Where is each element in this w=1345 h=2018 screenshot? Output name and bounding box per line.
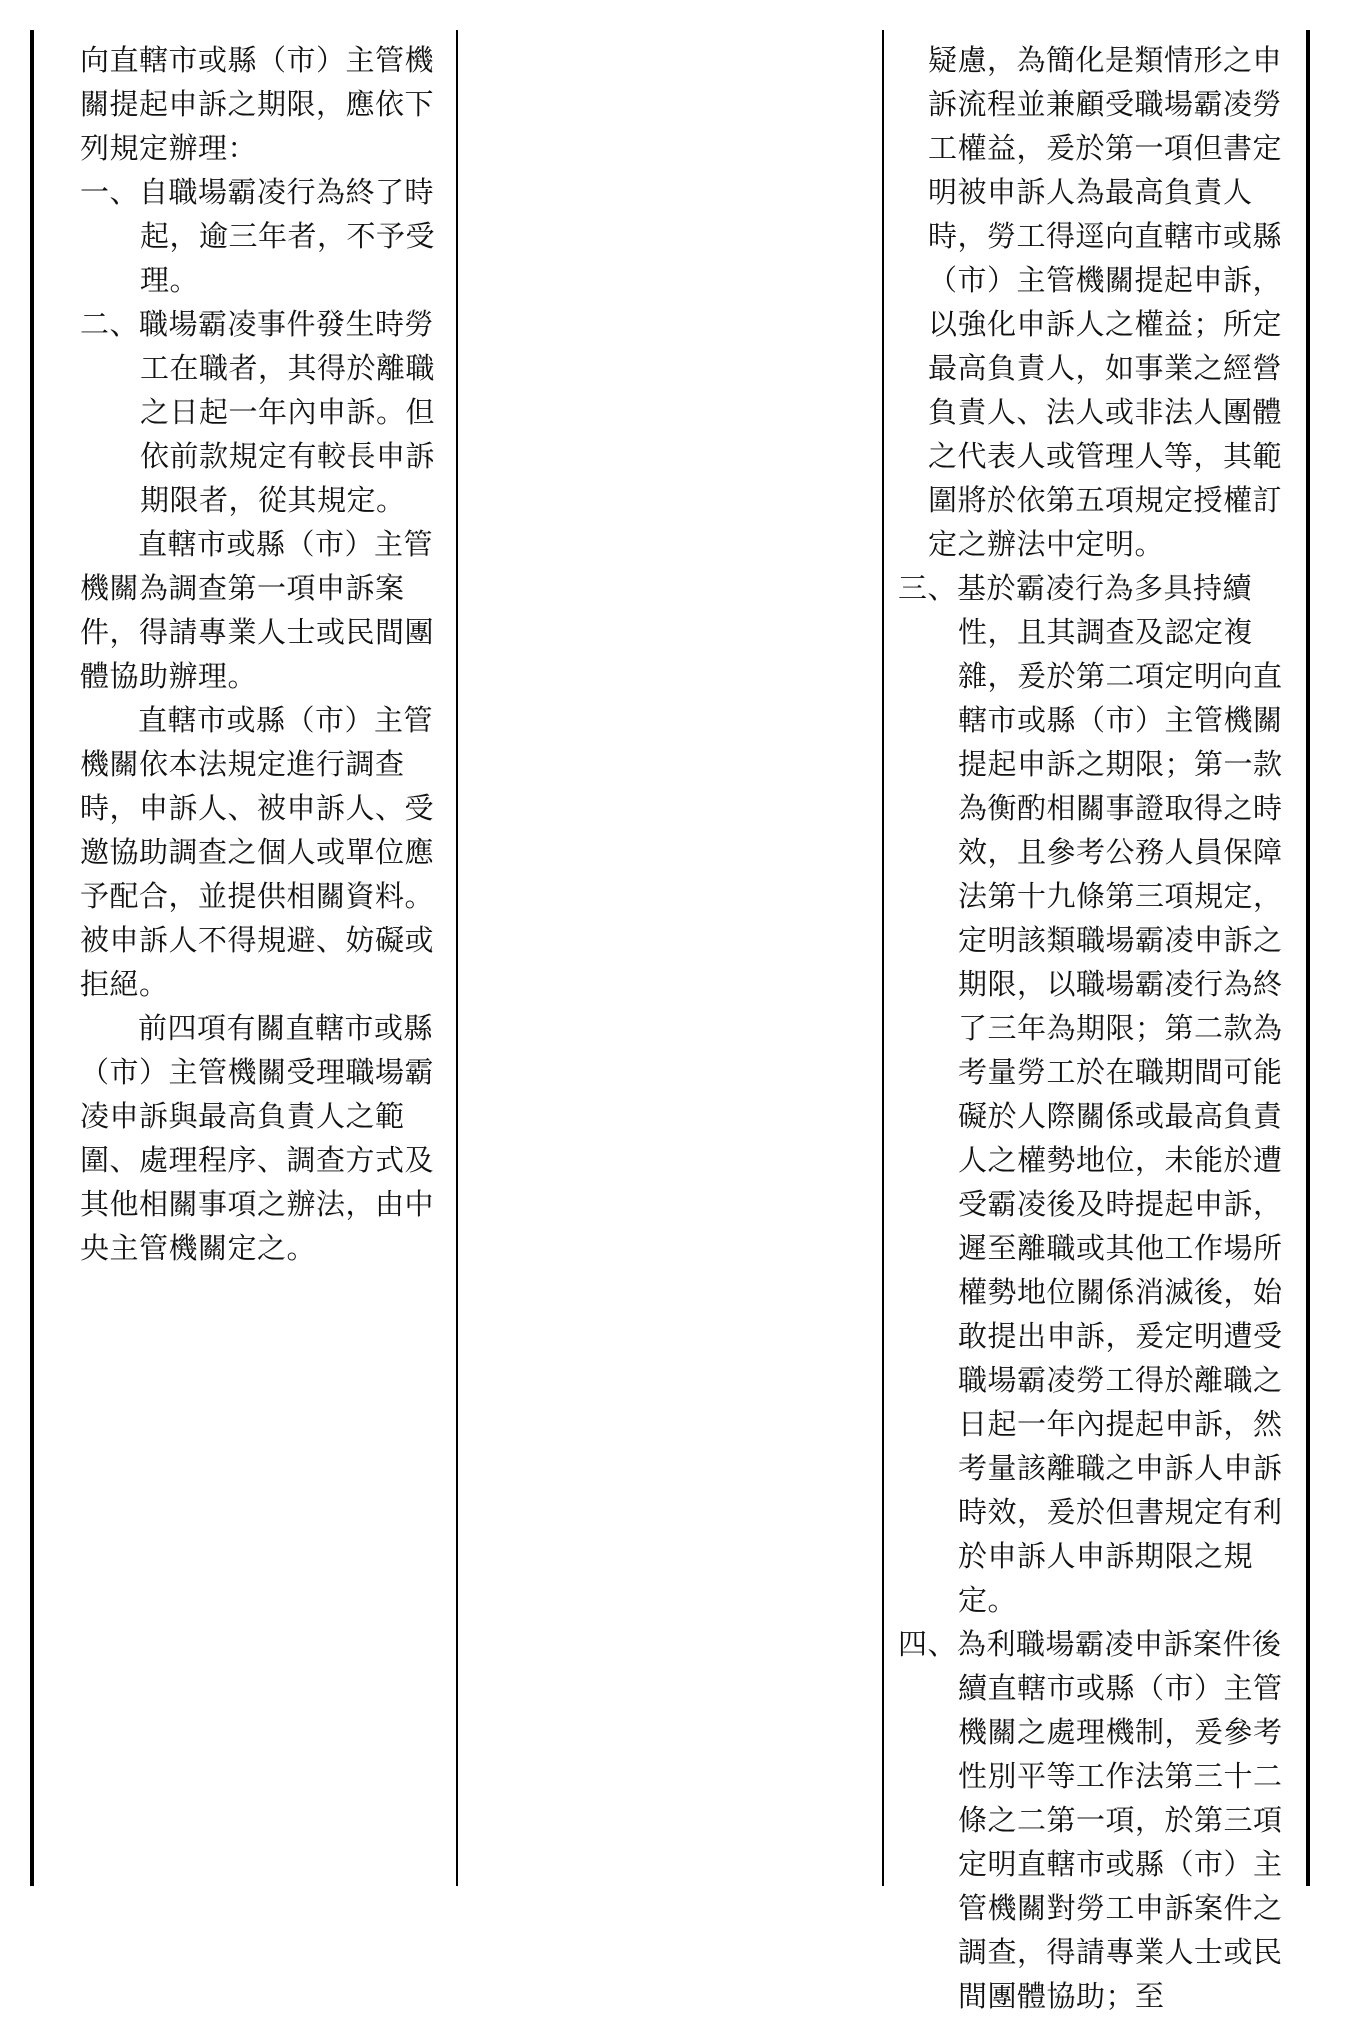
table-border-right <box>1306 30 1310 1886</box>
article-item-2: 二、職場霸凌事件發生時勞工在職者，其得於離職之日起一年內申訴。但依前款規定有較長申訴期限者，從其規定。 <box>80 307 436 517</box>
article-paragraph-2: 直轄市或縣（市）主管機關為調查第一項申訴案件，得請專業人士或民間團體協助辦理。 <box>80 527 435 693</box>
column-divider-1 <box>456 30 458 1886</box>
article-item-1: 一、自職場霸凌行為終了時起，逾三年者，不予受理。 <box>80 175 436 297</box>
article-paragraph-4: 前四項有關直轄市或縣（市）主管機關受理職場霸凌申訴與最高負責人之範圍、處理程序、調查方式及其他相關事項之辦法，由中央主管機關定之。 <box>80 1011 435 1265</box>
column-divider-2 <box>882 30 884 1886</box>
explanation-continuation: 疑慮，為簡化是類情形之申訴流程並兼顧受職場霸凌勞工權益，爰於第一項但書定明被申訴人為最高負責人時，勞工得逕向直轄市或縣（市）主管機關提起申訴，以強化申訴人之權益；所定最高負責人，如事業之經營負責人、法人或非法人團體之代表人或管理人等，其範圍將於依第五項規定授權訂定之辦法中定明。 <box>928 43 1283 561</box>
explanation-item-3: 三、基於霸凌行為多具持續性，且其調查及認定複雜，爰於第二項定明向直轄市或縣（市）主管機關提起申訴之期限；第一款為衡酌相關事證取得之時效，且參考公務人員保障法第十九條第三項規定，定明該類職場霸凌申訴之期限，以職場霸凌行為終了三年為期限；第二款為考量勞工於在職期間可能礙於人際關係或最高負責人之權勢地位，未能於遭受霸凌後及時提起申訴，遲至離職或其他工作場所權勢地位關係消滅後，始敢提出申訴，爰定明遭受職場霸凌勞工得於離職之日起一年內提起申訴，然考量該離職之申訴人申訴時效，爰於但書規定有利於申訴人申訴期限之規定。 <box>898 571 1283 1617</box>
article-paragraph-3: 直轄市或縣（市）主管機關依本法規定進行調查時，申訴人、被申訴人、受邀協助調查之個人或單位應予配合，並提供相關資料。被申訴人不得規避、妨礙或拒絕。 <box>80 703 435 1001</box>
article-intro: 向直轄市或縣（市）主管機關提起申訴之期限，應依下列規定辦理： <box>80 43 435 165</box>
explanation-column <box>898 38 1290 2018</box>
table-border-left <box>30 30 34 1886</box>
amended-text-column <box>80 38 450 1270</box>
explanation-item-4: 四、為利職場霸凌申訴案件後續直轄市或縣（市）主管機關之處理機制，爰參考性別平等工作法第三十二條之二第一項，於第三項定明直轄市或縣（市）主管機關對勞工申訴案件之調查，得請專業人士或民間團體協助；至 <box>898 1627 1283 2013</box>
